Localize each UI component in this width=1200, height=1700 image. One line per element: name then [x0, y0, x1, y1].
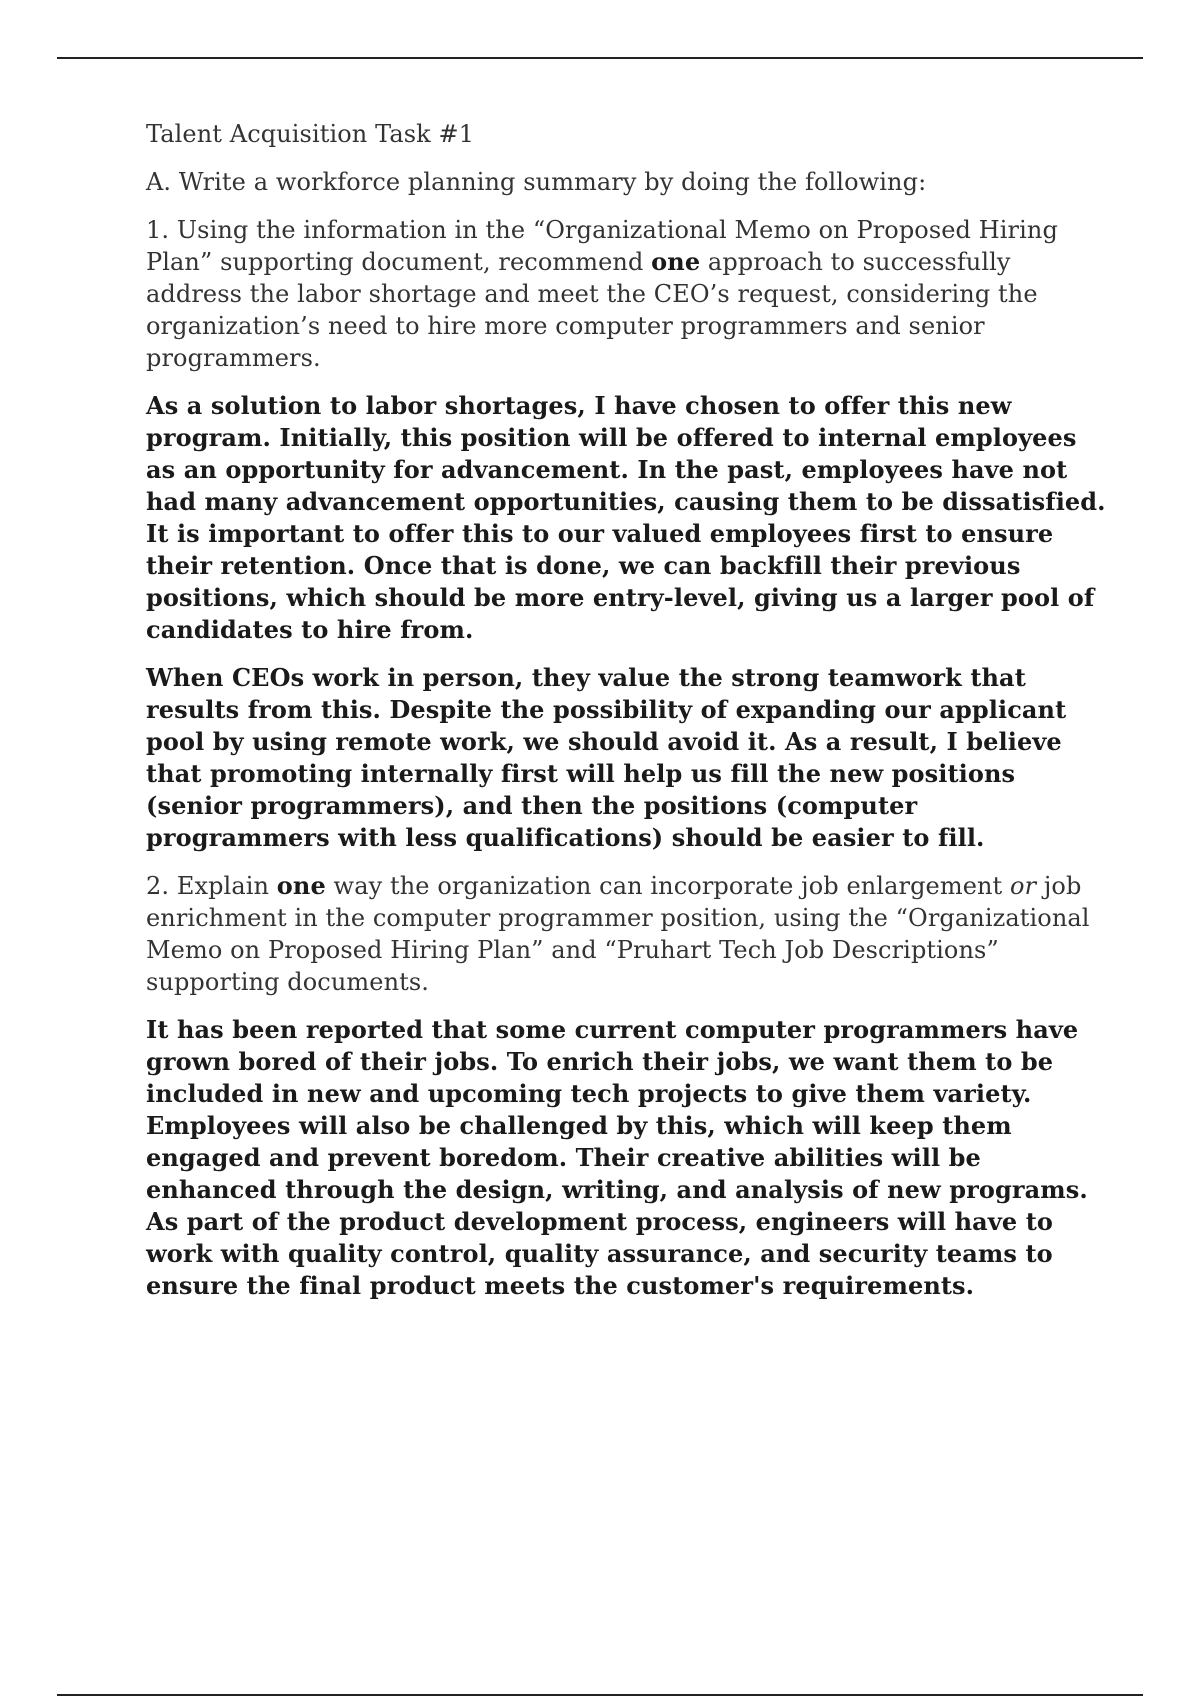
question-2: [146, 870, 1106, 998]
document-title: Talent Acquisition Task #1: [146, 120, 475, 148]
answer-1-paragraph-2: When CEOs work in person, they value the strong teamwork that results from this. Despite the possibility of expanding our applicant pool by using remote work, we should avoid it. As a result, I believe that promoting internally first will help us fill the new positions (senior programmers), and then the positions (computer programmers with less qualifications) should be easier to fill.: [146, 663, 1067, 852]
question-2-emphasis: one: [276, 871, 326, 900]
question-2-italic: or: [1010, 872, 1037, 900]
question-2-suffix: job enrichment in the computer programmer position, using the “Organizational Memo on Proposed Hiring Plan” and “Pruhart Tech Job Descriptions” supporting documents.: [146, 872, 1090, 996]
question-2-prefix: 2. Explain: [146, 872, 277, 900]
section-a-instruction: A. Write a workforce planning summary by doing the following:: [146, 168, 927, 196]
question-1: [146, 214, 1106, 374]
answer-1-paragraph-1: As a solution to labor shortages, I have chosen to offer this new program. Initially, this position will be offered to internal employees as an opportunity for advancement. In the past, employees have not had many advancement opportunities, causing them to be dissatisfied. It is important to offer this to our valued employees first to ensure their retention. Once that is done, we can backfill their previous positions, which should be more entry-level, giving us a larger pool of candidates to hire from.: [146, 391, 1106, 644]
question-1-suffix: approach to successfully address the labor shortage and meet the CEO’s request, considering the organization’s need to hire more computer programmers and senior programmers.: [146, 248, 1038, 372]
question-1-prefix: 1. Using the information in the “Organizational Memo on Proposed Hiring Plan” supporting document, recommend: [146, 216, 1058, 276]
question-2-middle: way the organization can incorporate job enlargement: [325, 872, 1011, 900]
answer-2-paragraph-1: It has been reported that some current computer programmers have grown bored of their jobs. To enrich their jobs, we want them to be included in new and upcoming tech projects to give them variety. Employees will also be challenged by this, which will keep them engaged and prevent boredom. Their creative abilities will be enhanced through the design, writing, and analysis of new programs. As part of the product development process, engineers will have to work with quality control, quality assurance, and security teams to ensure the final product meets the customer's requirements.: [146, 1015, 1088, 1300]
document-body: [146, 118, 1106, 1318]
bottom-divider: [57, 1694, 1143, 1696]
question-1-emphasis: one: [651, 247, 701, 276]
top-divider: [57, 57, 1143, 59]
